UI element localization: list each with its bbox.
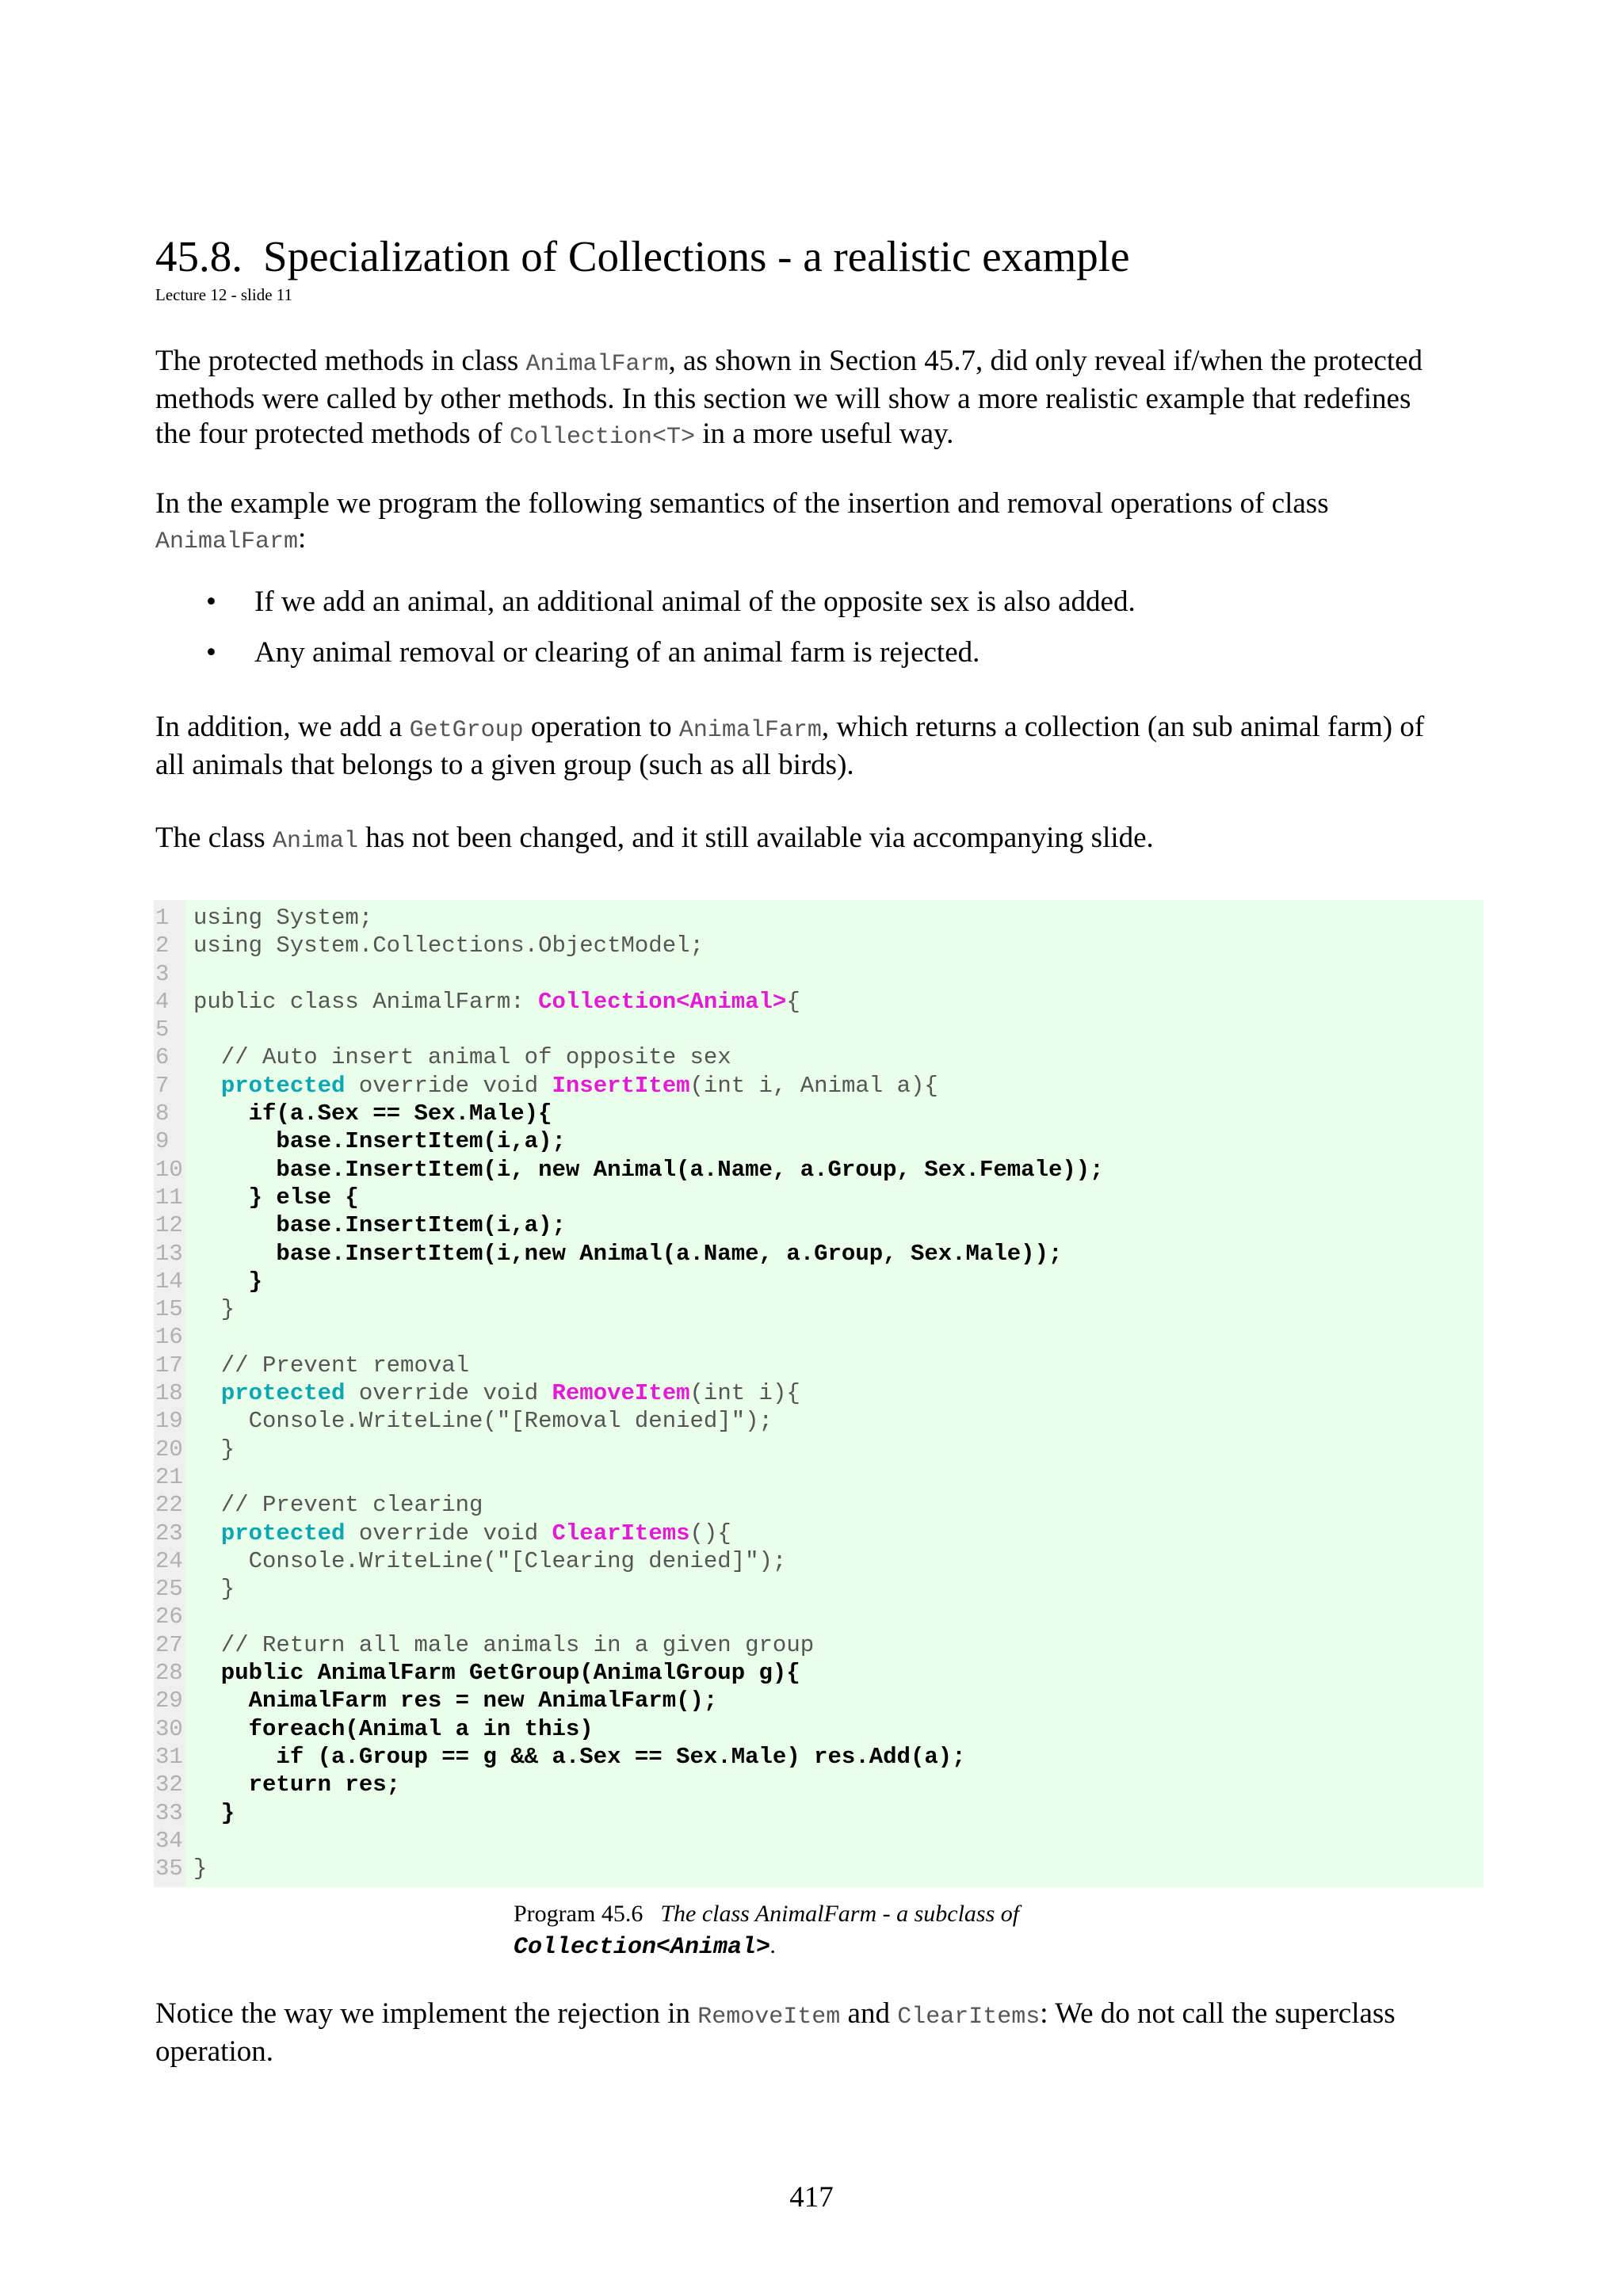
line-number: 13 [155,1240,183,1267]
caption-code: Collection<Animal> [514,1934,771,1961]
bullet-icon: • [206,585,216,618]
code-token [193,1073,221,1099]
code-token: override void [345,1380,552,1407]
line-number: 12 [155,1212,183,1239]
code-lines [154,904,1484,1882]
para4-text-2: has not been changed, and it still available via accompanying slide. [357,822,1154,854]
code-text [193,1211,566,1239]
code-line [154,1100,1484,1127]
code-token: (int i, Animal a){ [689,1072,938,1099]
code-text [193,1072,938,1100]
code-token: // Prevent removal [193,1352,470,1379]
line-number: 26 [155,1604,183,1630]
code-text [193,1799,235,1827]
code-token: (){ [689,1520,731,1547]
line-number: 2 [155,933,170,959]
code-text [193,1407,773,1435]
code-token: if (a.Group == g && a.Sex == Sex.Male) res.Add(a); [193,1743,966,1770]
bullet-text: Any animal removal or clearing of an animal farm is rejected. [254,636,980,669]
code-token: foreach(Animal a in this) [193,1715,594,1742]
code-text [193,1100,552,1127]
line-number: 20 [155,1436,183,1463]
code-token: base.InsertItem(i, new Animal(a.Name, a.Group, Sex.Female)); [193,1156,1104,1183]
code-line [154,1631,1484,1659]
line-number: 30 [155,1715,183,1742]
animal-class-paragraph [155,821,1487,859]
line-number: 27 [155,1631,183,1658]
code-line [154,1436,1484,1463]
line-number: 19 [155,1408,183,1435]
code-line [154,1603,1484,1630]
code-highlight: ClearItems [552,1520,690,1547]
code-line [154,1520,1484,1547]
bullet-text: If we add an animal, an additional animal of the opposite sex is also added. [254,585,1136,618]
code-line [154,1127,1484,1155]
para5-text-4: operation. [155,2035,273,2068]
code-token: public AnimalFarm GetGroup(AnimalGroup g){ [193,1660,800,1687]
code-text [193,1687,717,1714]
code-token: { [786,988,800,1015]
code-line [154,1295,1484,1323]
code-text [193,1771,400,1798]
para1-code-2: Collection<T> [509,424,695,451]
code-line [154,960,1484,988]
para5-text-3: : We do not call the superclass [1040,1997,1396,2030]
code-line [154,1352,1484,1379]
code-token: public class AnimalFarm: [193,988,539,1015]
intro-paragraph [155,344,1487,455]
code-token: Console.WriteLine("[Clearing denied]"); [193,1547,787,1574]
line-number: 18 [155,1380,183,1407]
code-line [154,1855,1484,1882]
code-line [154,1743,1484,1771]
code-token: } [193,1436,235,1463]
code-token [193,1520,221,1547]
program-caption [514,1898,1019,1963]
code-listing [154,900,1484,1887]
para3-text-1: In addition, we add a [155,711,410,743]
code-line [154,1407,1484,1435]
code-highlight: Collection<Animal> [538,988,787,1015]
code-token: override void [345,1520,552,1547]
code-line [154,1379,1484,1407]
code-keyword: protected [220,1072,346,1099]
code-text [193,1575,235,1603]
para5-code-1: RemoveItem [697,2004,841,2031]
code-token: } [193,1268,263,1295]
bullet-item [155,635,1487,670]
caption-label: Program 45.6 [514,1901,643,1927]
code-highlight: InsertItem [552,1072,690,1099]
rejection-paragraph [155,1997,1487,2069]
para1-text-4: the four protected methods of [155,418,510,450]
code-keyword: protected [220,1380,346,1407]
code-line [154,1043,1484,1071]
code-text [193,1436,235,1463]
code-text [193,1631,814,1659]
code-line [154,904,1484,932]
code-token: if(a.Sex == Sex.Male){ [193,1100,552,1127]
semantics-paragraph [155,486,1487,559]
code-line [154,1547,1484,1575]
code-token: // Return all male animals in a given group [193,1631,815,1658]
code-token: // Auto insert animal of opposite sex [193,1044,731,1071]
code-highlight: RemoveItem [552,1380,690,1407]
code-token: Console.WriteLine("[Removal denied]"); [193,1408,773,1435]
line-number: 35 [155,1855,183,1882]
code-line [154,1184,1484,1211]
section-number: 45.8. [155,232,242,280]
code-text [193,1352,469,1379]
code-text [193,1491,483,1519]
para1-code-1: AnimalFarm [525,351,669,378]
code-line [154,1575,1484,1603]
code-text [193,932,704,959]
code-text [193,1268,262,1295]
line-number: 7 [155,1072,170,1099]
code-token: AnimalFarm res = new AnimalFarm(); [193,1688,718,1714]
code-line [154,1827,1484,1855]
code-token: } [193,1855,208,1882]
code-text [193,1379,800,1407]
line-number: 9 [155,1128,170,1155]
line-number: 24 [155,1547,183,1574]
code-text [193,1659,800,1687]
caption-text: The class AnimalFarm - a subclass of [660,1901,1020,1927]
code-line [154,1715,1484,1743]
code-text [193,1184,359,1211]
line-number: 33 [155,1799,183,1826]
code-line [154,1687,1484,1714]
code-text [193,1520,731,1547]
code-line [154,1323,1484,1351]
code-token: using System; [193,905,373,931]
code-text [193,904,372,932]
code-line [154,988,1484,1016]
caption-end: . [770,1932,777,1958]
code-line [154,1016,1484,1043]
code-text [193,1240,1062,1268]
line-number: 32 [155,1772,183,1798]
para3-text-2: operation to [523,711,679,743]
para2-text-1: In the example we program the following semantics of the insertion and removal operations of class [155,487,1329,520]
line-number: 25 [155,1576,183,1603]
page-number: 417 [789,2181,834,2214]
line-number: 28 [155,1660,183,1687]
line-number: 5 [155,1016,170,1043]
code-line [154,1799,1484,1827]
code-token: base.InsertItem(i,new Animal(a.Name, a.Group, Sex.Male)); [193,1240,1063,1267]
line-number: 31 [155,1743,183,1770]
line-number: 29 [155,1688,183,1714]
para3-code-2: AnimalFarm [678,717,822,744]
line-number: 6 [155,1044,170,1071]
code-text [193,1043,731,1071]
code-line [154,1240,1484,1268]
para3-code-1: GetGroup [409,717,524,744]
para5-text-2: and [840,1997,898,2030]
code-text [193,1743,966,1771]
code-line [154,1211,1484,1239]
code-line [154,1156,1484,1184]
para5-text-1: Notice the way we implement the rejection in [155,1997,698,2030]
code-text [193,1156,1104,1184]
code-text [193,1855,207,1882]
semantics-bullet-list [155,585,1487,686]
code-line [154,1771,1484,1798]
code-keyword: protected [220,1520,346,1547]
line-number: 1 [155,905,170,931]
line-number: 14 [155,1268,183,1295]
para4-code-1: Animal [272,828,358,855]
code-text [193,988,800,1016]
para2-code-1: AnimalFarm [155,528,299,555]
code-line [154,1463,1484,1491]
code-token: } [193,1799,235,1826]
lecture-slide-note: Lecture 12 - slide 11 [155,285,292,304]
para1-text-3: methods were called by other methods. In this section we will show a more realistic example that redefines [155,383,1411,415]
para4-text-1: The class [155,822,273,854]
code-token: return res; [193,1772,401,1798]
code-token: (int i){ [689,1380,800,1407]
code-text [193,1547,786,1575]
code-token: } [193,1296,235,1323]
getgroup-paragraph [155,710,1487,783]
code-token: base.InsertItem(i,a); [193,1212,566,1239]
line-number: 4 [155,988,170,1015]
code-line [154,932,1484,959]
code-text [193,1127,566,1155]
code-token: override void [345,1072,552,1099]
line-number: 22 [155,1492,183,1519]
code-line [154,1659,1484,1687]
para3-text-3: , which returns a collection (an sub animal farm) of [821,711,1425,743]
line-number: 34 [155,1827,183,1854]
code-token: } [193,1576,235,1603]
para1-text-5: in a more useful way. [695,418,954,450]
code-token: using System.Collections.ObjectModel; [193,933,704,959]
para5-code-2: ClearItems [897,2004,1041,2031]
code-token: base.InsertItem(i,a); [193,1128,566,1155]
code-token: } else { [193,1184,359,1211]
line-number: 3 [155,960,170,987]
line-number: 11 [155,1184,183,1211]
code-line [154,1268,1484,1295]
para2-text-2: : [298,522,307,555]
para1-text-2: , as shown in Section 45.7, did only reveal if/when the protected [668,345,1423,377]
code-token: // Prevent clearing [193,1492,483,1519]
line-number: 17 [155,1352,183,1379]
bullet-icon: • [206,636,216,669]
para1-text-1: The protected methods in class [155,345,526,377]
code-token [193,1380,221,1406]
line-number: 10 [155,1156,183,1183]
bullet-item [155,585,1487,620]
section-title: Specialization of Collections - a realistic example [263,232,1130,280]
code-text [193,1715,594,1743]
line-number: 23 [155,1520,183,1547]
line-number: 8 [155,1100,170,1127]
line-number: 15 [155,1296,183,1323]
code-text [193,1295,235,1323]
code-line [154,1072,1484,1100]
line-number: 21 [155,1463,183,1490]
line-number: 16 [155,1324,183,1351]
section-heading [155,231,1130,282]
para3-text-4: all animals that belongs to a given group (such as all birds). [155,749,854,781]
code-line [154,1491,1484,1519]
